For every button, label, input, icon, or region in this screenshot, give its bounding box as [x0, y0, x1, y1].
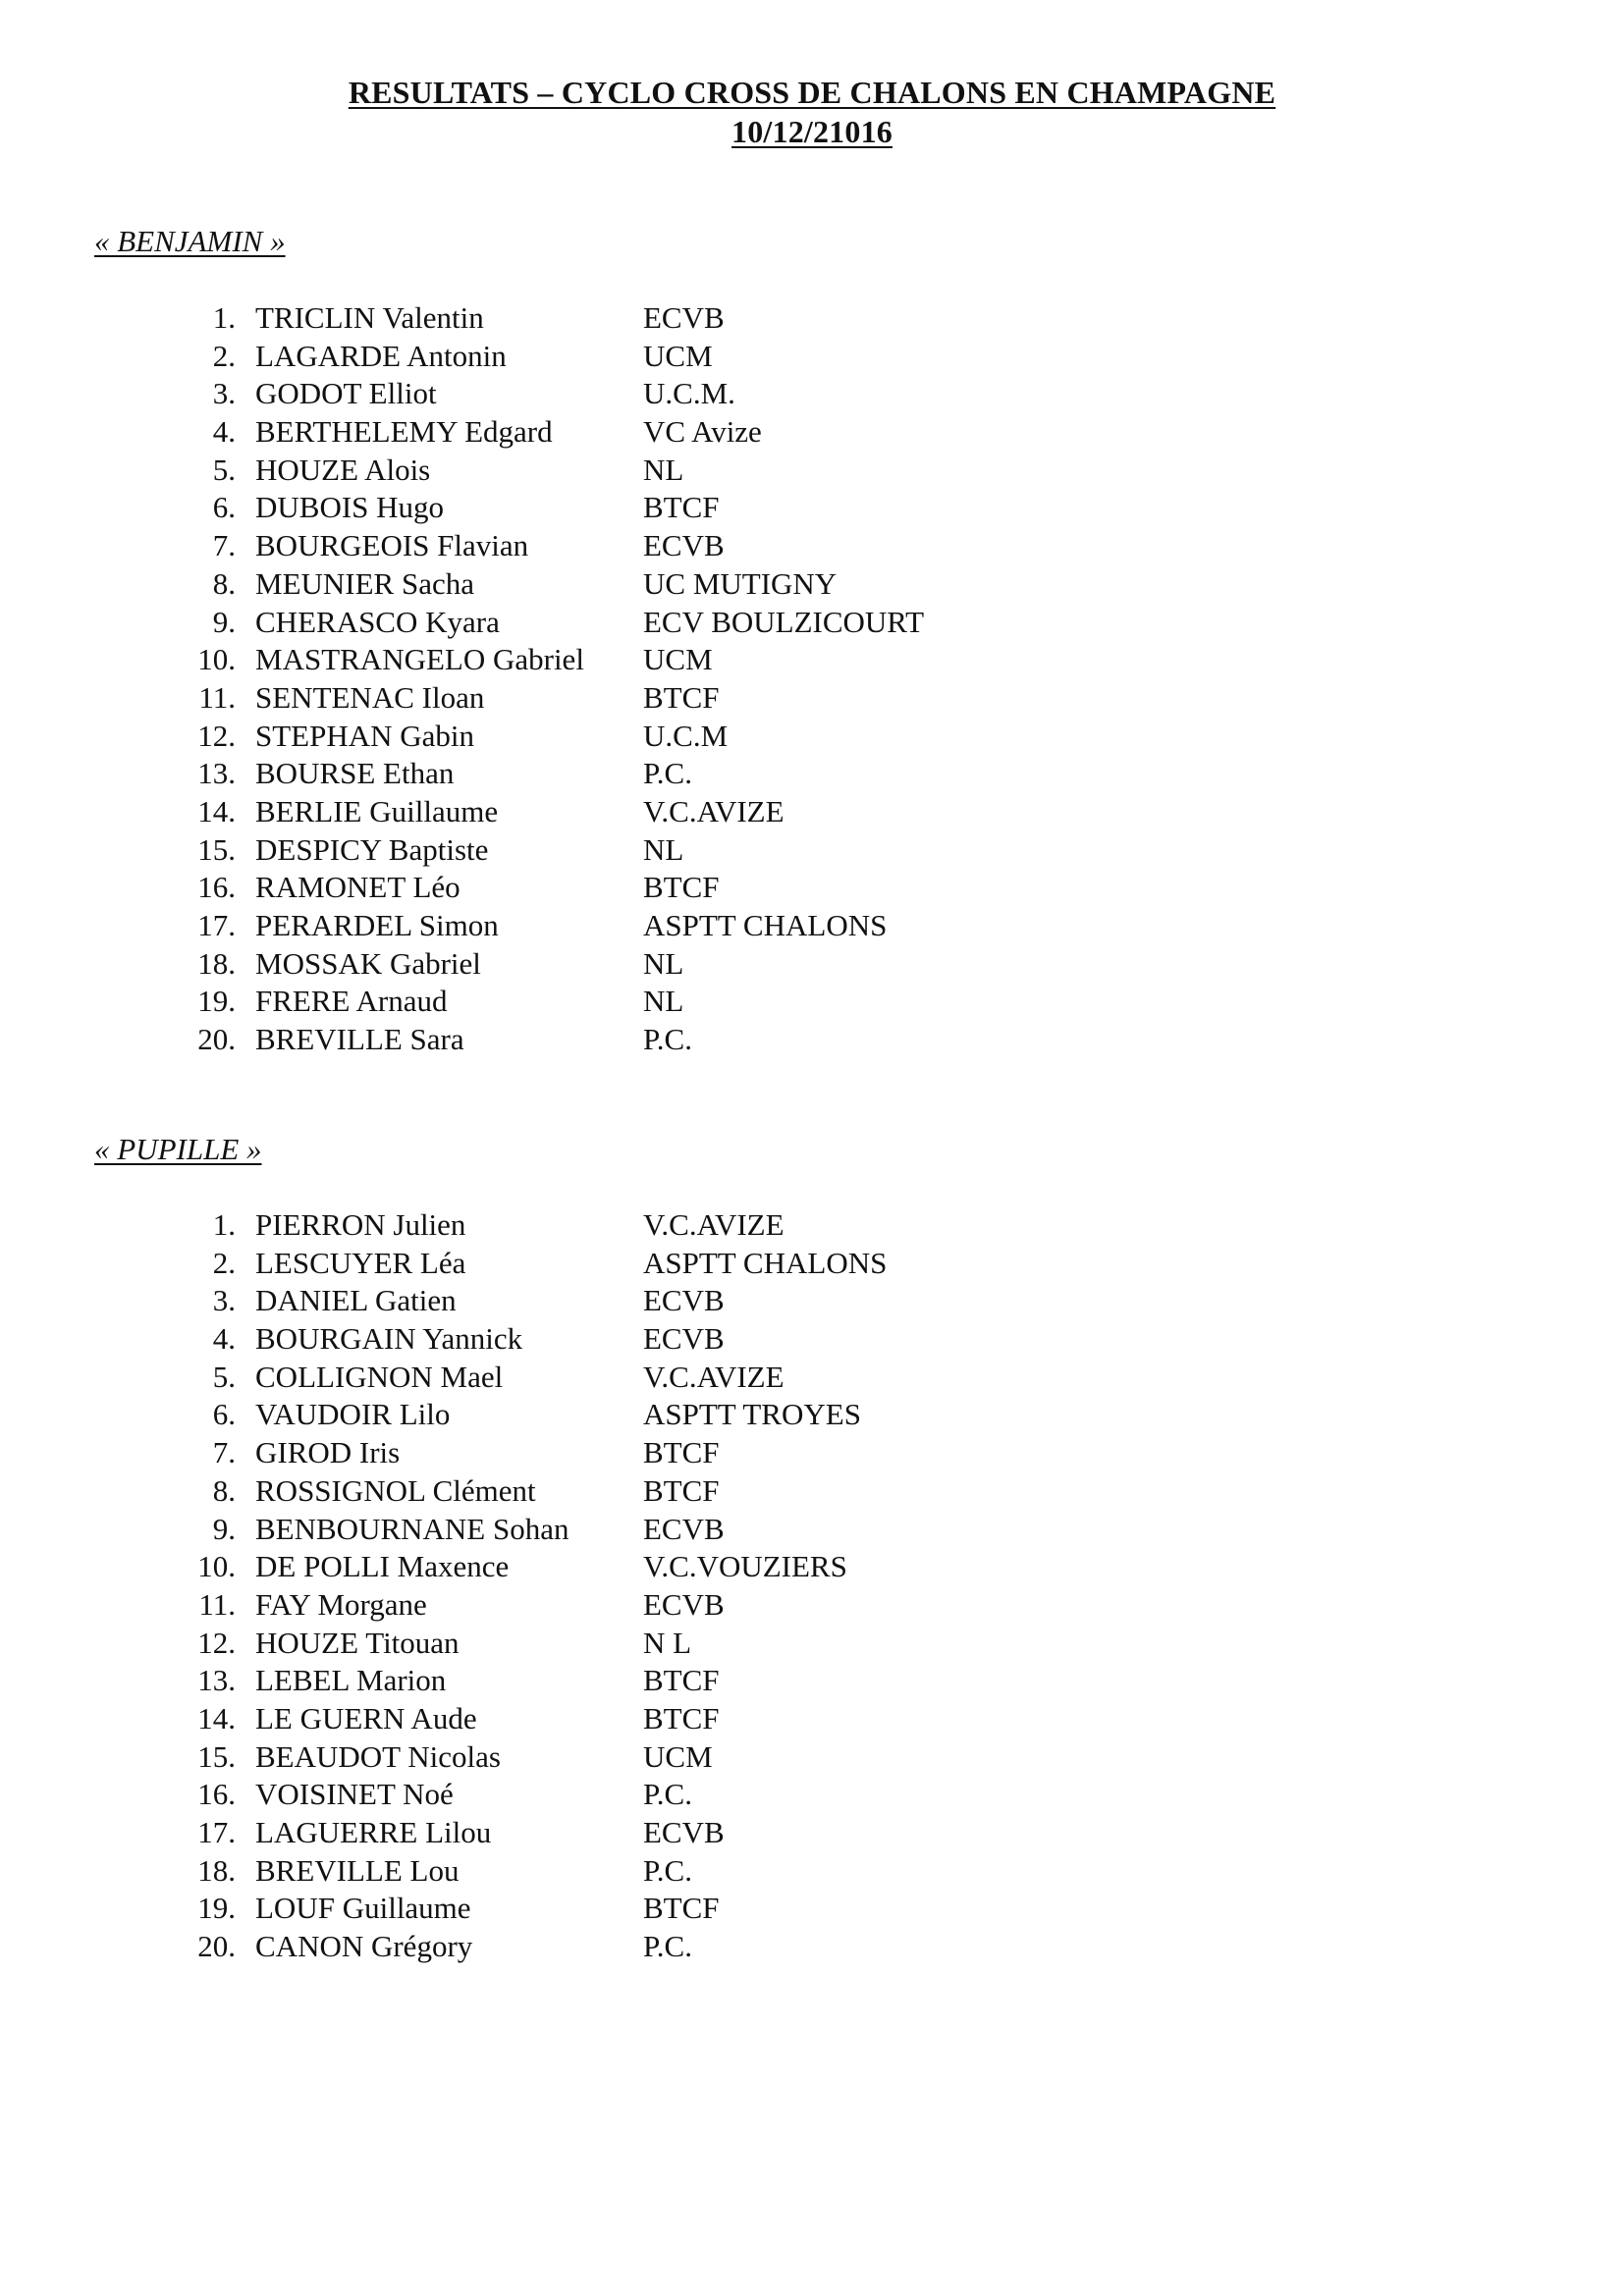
rider-name: BREVILLE Lou — [255, 1852, 460, 1888]
result-rank: 11. — [198, 1586, 236, 1622]
result-rank: 2. — [212, 1245, 236, 1280]
club-name: V.C.AVIZE — [643, 1207, 785, 1242]
result-row — [0, 1359, 1080, 1397]
result-rank: 4. — [212, 1321, 236, 1357]
result-row — [0, 1396, 1080, 1434]
club-name: P.C. — [643, 1022, 692, 1057]
result-rank: 6. — [212, 490, 236, 525]
rider-name: BOURGAIN Yannick — [255, 1321, 523, 1357]
rider-name: MASTRANGELO Gabriel — [255, 642, 584, 677]
club-name: U.C.M — [643, 718, 729, 753]
club-name: ASPTT CHALONS — [643, 908, 888, 942]
result-rank: 9. — [212, 1511, 236, 1546]
result-rank: 14. — [197, 793, 236, 828]
club-name: P.C. — [643, 1929, 692, 1964]
result-rank: 9. — [212, 604, 236, 639]
result-row — [0, 452, 1080, 490]
rider-name: DANIEL Gatien — [255, 1283, 457, 1318]
result-rank: 15. — [197, 1738, 236, 1774]
rider-name: CANON Grégory — [255, 1929, 473, 1964]
club-name: ECV BOULZICOURT — [643, 604, 925, 639]
rider-name: ROSSIGNOL Clément — [255, 1472, 536, 1508]
rider-name: PIERRON Julien — [255, 1207, 466, 1242]
result-row — [0, 527, 1080, 565]
result-rank: 17. — [197, 1815, 236, 1849]
result-rank: 5. — [212, 1359, 236, 1394]
club-name: P.C. — [643, 1777, 692, 1812]
result-row — [0, 1776, 1080, 1814]
result-row — [0, 489, 1080, 527]
club-name: U.C.M. — [643, 376, 735, 411]
result-row — [0, 1434, 1080, 1472]
club-name: BTCF — [643, 679, 720, 715]
rider-name: BREVILLE Sara — [255, 1022, 464, 1057]
club-name: ECVB — [643, 1586, 725, 1622]
results-list-pupille — [0, 1206, 1080, 1966]
result-row — [0, 1814, 1080, 1852]
result-rank: 15. — [197, 831, 236, 867]
rider-name: CHERASCO Kyara — [255, 604, 500, 639]
result-row — [0, 604, 1080, 642]
result-rank: 16. — [197, 870, 236, 905]
club-name: NL — [643, 452, 684, 487]
result-rank: 10. — [197, 642, 236, 677]
rider-name: LESCUYER Léa — [255, 1245, 466, 1280]
rider-name: MEUNIER Sacha — [255, 565, 474, 601]
result-rank: 12. — [197, 718, 236, 753]
result-row — [0, 1282, 1080, 1320]
rider-name: BERTHELEMY Edgard — [255, 414, 553, 450]
rider-name: BENBOURNANE Sohan — [255, 1511, 569, 1546]
result-row — [0, 1511, 1080, 1549]
rider-name: BOURGEOIS Flavian — [255, 528, 529, 563]
result-row — [0, 907, 1080, 945]
result-rank: 18. — [197, 945, 236, 981]
result-rank: 3. — [212, 1283, 236, 1318]
result-rank: 1. — [212, 1207, 236, 1242]
result-row — [0, 679, 1080, 718]
club-name: ECVB — [643, 1815, 725, 1849]
result-row — [0, 1206, 1080, 1245]
club-name: UCM — [643, 338, 713, 373]
club-name: V.C.AVIZE — [643, 793, 785, 828]
result-row — [0, 718, 1080, 756]
result-rank: 20. — [197, 1022, 236, 1057]
result-row — [0, 1586, 1080, 1625]
rider-name: LE GUERN Aude — [255, 1700, 477, 1735]
section-heading-pupille: « PUPILLE » — [94, 1132, 262, 1166]
result-row — [0, 1245, 1080, 1283]
result-rank: 11. — [198, 679, 236, 715]
club-name: V.C.AVIZE — [643, 1359, 785, 1394]
rider-name: VAUDOIR Lilo — [255, 1397, 451, 1432]
club-name: ECVB — [643, 1283, 725, 1318]
result-row — [0, 755, 1080, 793]
rider-name: FAY Morgane — [255, 1586, 427, 1622]
result-rank: 12. — [197, 1625, 236, 1660]
result-row — [0, 375, 1080, 413]
result-rank: 1. — [212, 300, 236, 335]
rider-name: DE POLLI Maxence — [255, 1549, 510, 1584]
club-name: BTCF — [643, 1663, 720, 1698]
result-rank: 3. — [212, 376, 236, 411]
club-name: NL — [643, 831, 684, 867]
club-name: UC MUTIGNY — [643, 565, 838, 601]
results-list-benjamin — [0, 299, 1080, 1059]
club-name: N L — [643, 1625, 692, 1660]
rider-name: HOUZE Alois — [255, 452, 431, 487]
result-rank: 14. — [197, 1700, 236, 1735]
rider-name: HOUZE Titouan — [255, 1625, 460, 1660]
rider-name: LAGUERRE Lilou — [255, 1815, 492, 1849]
club-name: P.C. — [643, 1852, 692, 1888]
result-row — [0, 338, 1080, 376]
rider-name: RAMONET Léo — [255, 870, 460, 905]
club-name: ECVB — [643, 1321, 725, 1357]
result-row — [0, 1320, 1080, 1359]
result-row — [0, 299, 1080, 338]
club-name: UCM — [643, 642, 713, 677]
rider-name: BOURSE Ethan — [255, 756, 455, 791]
result-row — [0, 945, 1080, 984]
result-rank: 6. — [212, 1397, 236, 1432]
section-heading-benjamin: « BENJAMIN » — [94, 224, 286, 258]
rider-name: MOSSAK Gabriel — [255, 945, 481, 981]
club-name: UCM — [643, 1738, 713, 1774]
rider-name: STEPHAN Gabin — [255, 718, 475, 753]
result-row — [0, 1021, 1080, 1059]
rider-name: FRERE Arnaud — [255, 984, 448, 1019]
result-rank: 7. — [212, 1435, 236, 1470]
result-rank: 18. — [197, 1852, 236, 1888]
result-row — [0, 413, 1080, 452]
event-date: 10/12/21016 — [731, 114, 893, 149]
club-name: BTCF — [643, 1472, 720, 1508]
result-row — [0, 1548, 1080, 1586]
rider-name: LOUF Guillaume — [255, 1891, 471, 1926]
result-row — [0, 565, 1080, 604]
rider-name: COLLIGNON Mael — [255, 1359, 504, 1394]
club-name: V.C.VOUZIERS — [643, 1549, 847, 1584]
result-row — [0, 869, 1080, 907]
result-row — [0, 1700, 1080, 1738]
result-row — [0, 1472, 1080, 1511]
club-name: VC Avize — [643, 414, 762, 450]
rider-name: BERLIE Guillaume — [255, 793, 499, 828]
page-title: RESULTATS – CYCLO CROSS DE CHALONS EN CHAMPAGNE — [348, 75, 1276, 110]
rider-name: LEBEL Marion — [255, 1663, 447, 1698]
club-name: ECVB — [643, 1511, 725, 1546]
rider-name: LAGARDE Antonin — [255, 338, 507, 373]
club-name: BTCF — [643, 1700, 720, 1735]
result-row — [0, 831, 1080, 870]
result-rank: 17. — [197, 908, 236, 942]
rider-name: PERARDEL Simon — [255, 908, 499, 942]
result-rank: 2. — [212, 338, 236, 373]
club-name: BTCF — [643, 1435, 720, 1470]
result-rank: 7. — [212, 528, 236, 563]
club-name: ECVB — [643, 528, 725, 563]
rider-name: TRICLIN Valentin — [255, 300, 484, 335]
rider-name: SENTENAC Iloan — [255, 679, 485, 715]
result-row — [0, 641, 1080, 679]
result-row — [0, 1852, 1080, 1891]
result-rank: 13. — [197, 756, 236, 791]
result-row — [0, 1662, 1080, 1700]
club-name: ASPTT TROYES — [643, 1397, 861, 1432]
club-name: BTCF — [643, 1891, 720, 1926]
rider-name: BEAUDOT Nicolas — [255, 1738, 501, 1774]
rider-name: GODOT Elliot — [255, 376, 437, 411]
club-name: NL — [643, 945, 684, 981]
rider-name: DUBOIS Hugo — [255, 490, 445, 525]
club-name: P.C. — [643, 756, 692, 791]
result-rank: 19. — [197, 1891, 236, 1926]
result-row — [0, 1890, 1080, 1928]
result-rank: 19. — [197, 984, 236, 1019]
result-row — [0, 1738, 1080, 1777]
result-row — [0, 1625, 1080, 1663]
result-rank: 16. — [197, 1777, 236, 1812]
club-name: BTCF — [643, 490, 720, 525]
rider-name: VOISINET Noé — [255, 1777, 454, 1812]
result-row — [0, 793, 1080, 831]
result-rank: 13. — [197, 1663, 236, 1698]
rider-name: GIROD Iris — [255, 1435, 401, 1470]
result-rank: 20. — [197, 1929, 236, 1964]
rider-name: DESPICY Baptiste — [255, 831, 489, 867]
result-row — [0, 983, 1080, 1021]
result-rank: 10. — [197, 1549, 236, 1584]
result-rank: 8. — [212, 565, 236, 601]
result-rank: 5. — [212, 452, 236, 487]
club-name: BTCF — [643, 870, 720, 905]
result-row — [0, 1928, 1080, 1966]
result-rank: 8. — [212, 1472, 236, 1508]
club-name: ASPTT CHALONS — [643, 1245, 888, 1280]
result-rank: 4. — [212, 414, 236, 450]
club-name: ECVB — [643, 300, 725, 335]
club-name: NL — [643, 984, 684, 1019]
